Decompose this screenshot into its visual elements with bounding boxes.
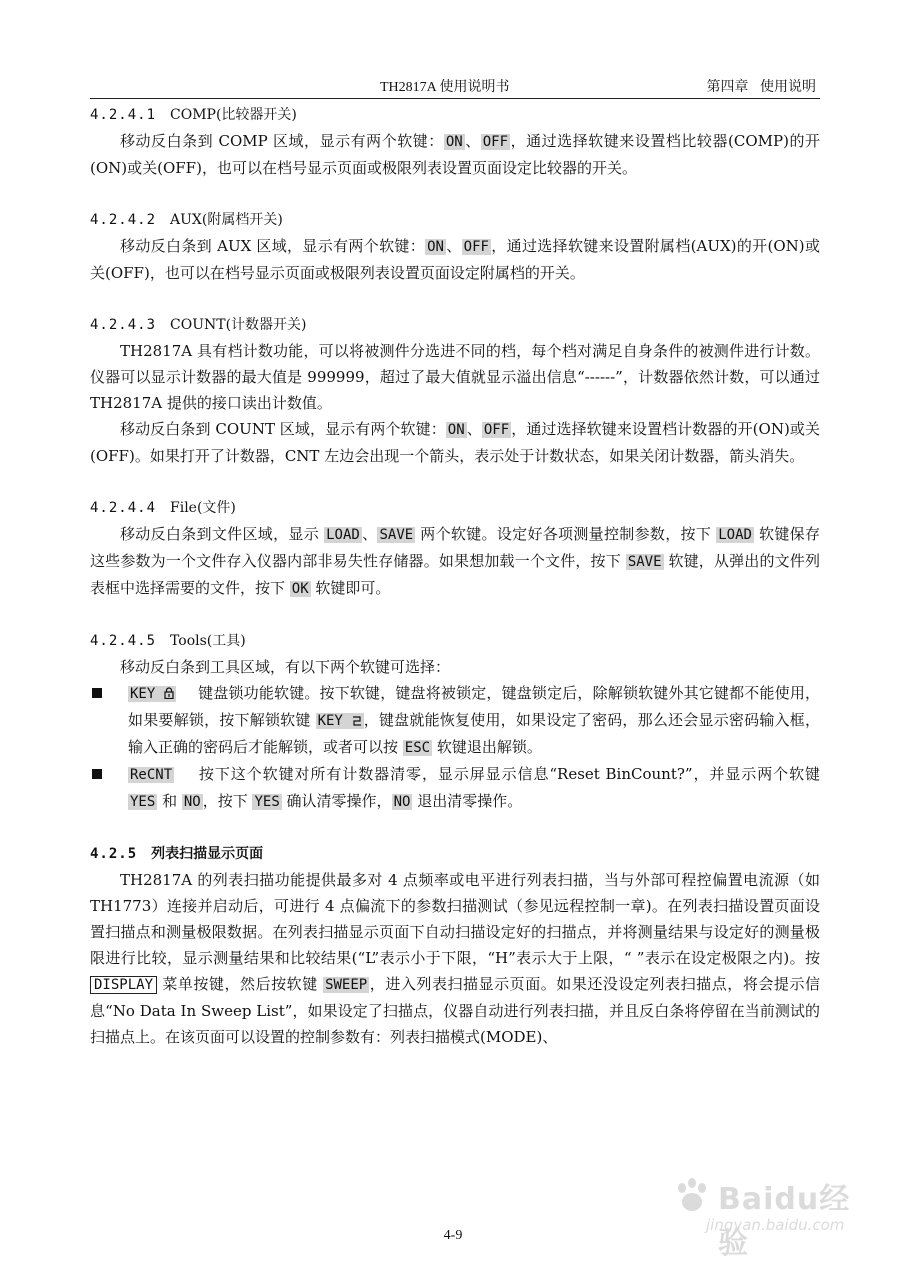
watermark-brand: Baidu经验 — [718, 1182, 851, 1261]
paragraph-tools: 移动反白条到工具区域，有以下两个软键可选择： — [120, 658, 451, 676]
section-title: COMP(比较器开关) — [170, 107, 297, 123]
softkey-key-lock: KEY — [128, 686, 176, 702]
paragraph-comp: 移动反白条到 COMP 区域，显示有两个软键： ON 、 OFF ，通过选择软键来设置档比较器(COMP)的开(ON)或关(OFF)，也可以在档号显示页面或极限列表设置页面设定比较器的开关。 — [90, 132, 820, 177]
section-title: File(文件) — [170, 500, 236, 516]
section-title: 列表扫描显示页面 — [151, 846, 264, 862]
unlock-icon — [352, 714, 362, 726]
section-title: AUX(附属档开关) — [170, 212, 283, 228]
paragraph-aux: 移动反白条到 AUX 区域，显示有两个软键： ON 、 OFF ，通过选择软键来设置附属档(AUX)的开(ON)或关(OFF)，也可以在档号显示页面或极限列表设置页面设定附属档的开关。 — [90, 237, 820, 282]
section-title: COUNT(计数器开关) — [170, 317, 307, 333]
section-number: 4.2.4.5 — [90, 633, 157, 649]
section-number: 4.2.4.4 — [90, 500, 157, 516]
softkey-load: LOAD — [326, 527, 360, 543]
bullet-recnt: ReCNT 按下这个软键对所有计数器清零，显示屏显示信息“Reset BinCount?”，并显示两个软键 YES 和 NO ，按下 YES 确认清零操作， NO 退出清零操作。 — [90, 761, 820, 815]
softkey-on: ON — [445, 134, 463, 150]
softkey-esc: ESC — [404, 740, 431, 756]
section-heading-aux — [90, 207, 820, 233]
softkey-yes: YES — [254, 794, 280, 810]
softkey-load: LOAD — [718, 527, 752, 543]
bullet-square-icon — [92, 688, 102, 698]
section-number: 4.2.4.3 — [90, 317, 157, 333]
lock-icon — [164, 687, 174, 699]
bullet-square-icon — [92, 769, 102, 779]
softkey-off: OFF — [482, 134, 509, 150]
softkey-on: ON — [427, 239, 444, 255]
section-heading-file — [90, 495, 820, 521]
page-header — [90, 72, 820, 99]
softkey-save: SAVE — [379, 527, 414, 543]
section-title: Tools(工具) — [170, 633, 246, 649]
softkey-ok: OK — [291, 581, 309, 597]
softkey-on: ON — [447, 422, 465, 438]
softkey-off: OFF — [483, 422, 510, 438]
display-menu-key: DISPLAY — [90, 976, 157, 994]
softkey-yes: YES — [130, 794, 156, 810]
section-heading-count — [90, 312, 820, 338]
paragraph-list-sweep: TH2817A 的列表扫描功能提供最多对 4 点频率或电平进行列表扫描，当与外部可程控偏置电流源（如 TH1773）连接并启动后，可进行 4 点偏流下的参数扫描测试（参见远程控制一章)。在列表扫描设置页面设置扫描点和测量极限数据。在列表扫描显示页面下自动扫描设定好的扫描点，并将测量结果与设定好的测量极限进行比较，显示测量结果和比较结果(“L”表示小于下限，“H”表示大于上限，“ ”表示在设定极限之内)。按 DISPLAY 菜单按键，然后按软键 SWEEP ，进入列表扫描显示页面。如果还没设定列表扫描点，将会提示信息“No Data In Sweep List”，如果设定了扫描点，仪器自动进行列表扫描，并且反白条将停留在当前测试的扫描点上。在该页面可以设置的控制参数有：列表扫描模式(MODE)、 — [90, 871, 820, 1046]
softkey-key-unlock: KEY — [316, 713, 364, 729]
section-number: 4.2.5 — [90, 846, 138, 862]
softkey-off: OFF — [463, 239, 489, 255]
softkey-sweep: SWEEP — [325, 977, 368, 993]
paragraph-count-intro: TH2817A 具有档计数功能，可以将被测件分选进不同的档，每个档对满足自身条件的被测件进行计数。仪器可以显示计数器的最大值是 999999，超过了最大值就显示溢出信息“------”，计数器依然计数，可以通过 TH2817A 提供的接口读出计数值。 — [90, 342, 820, 412]
section-heading-list-sweep — [90, 841, 820, 867]
softkey-save: SAVE — [627, 554, 662, 570]
watermark-url: jingyan.baidu.com — [706, 1216, 845, 1234]
section-number: 4.2.4.1 — [90, 107, 157, 123]
page-body — [90, 102, 820, 1050]
softkey-no: NO — [393, 794, 411, 810]
softkey-recnt: ReCNT — [130, 767, 173, 783]
paragraph-count-softkeys: 移动反白条到 COUNT 区域，显示有两个软键： ON 、 OFF ，通过选择软键来设置档计数器的开(ON)或关(OFF)。如果打开了计数器，CNT 左边会出现一个箭头，表示处于计数状态，如果关闭计数器，箭头消失。 — [90, 420, 820, 465]
bullet-key-lock: KEY 键盘锁功能软键。按下软键，键盘将被锁定，键盘锁定后，除解锁软键外其它键都不能使用，如果要解锁，按下解锁软键 KEY ，键盘就能恢复使用，如果设定了密码，那么还会显示密码输入框，输入正确的密码后才能解锁，或者可以按 ESC 软键退出解锁。 — [90, 680, 820, 761]
chapter-title: 第四章 使用说明 — [706, 80, 816, 95]
paragraph-file: 移动反白条到文件区域，显示 LOAD 、 SAVE 两个软键。设定好各项测量控制参数，按下 LOAD 软键保存这些参数为一个文件存入仪器内部非易失性存储器。如果想加载一个文件，按下 SAVE 软键，从弹出的文件列表框中选择需要的文件，按下 OK 软键即可。 — [90, 525, 820, 597]
document-title: TH2817A 使用说明书 — [380, 80, 510, 95]
section-heading-tools — [90, 628, 820, 654]
section-number: 4.2.4.2 — [90, 212, 157, 228]
section-heading-comp — [90, 102, 820, 128]
page-number: 4-9 — [443, 1228, 463, 1243]
baidu-paw-icon — [672, 1176, 712, 1220]
softkey-no: NO — [183, 794, 201, 810]
